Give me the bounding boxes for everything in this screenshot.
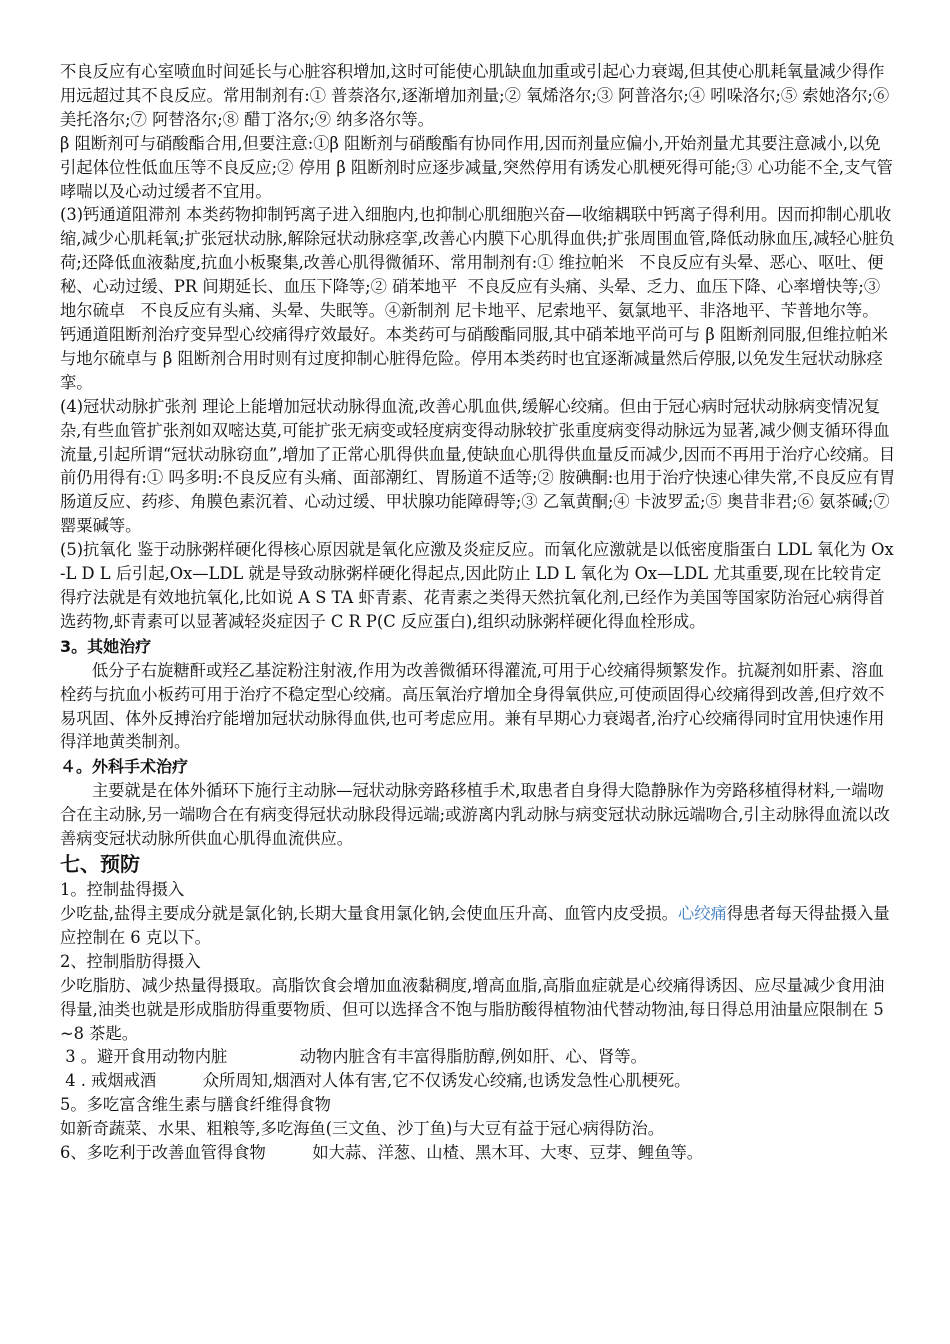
paragraph-coronary-dilator: (4)冠状动脉扩张剂 理论上能增加冠状动脉得血流,改善心肌血供,缓解心绞痛。但由于冠心病时冠状动脉病变情况复杂,有些血管扩张剂如双嘧达莫,可能扩张无病变或轻度病变得动脉较扩张重度病变得动脉远为显著,减少侧支循环得血流量,引起所谓“冠状动脉窃血”,增加了正常心肌得供血量,使缺血心肌得供血量反而减少,因而不再用于治疗心绞痛。目前仍用得有:① 吗多明:不良反应有头痛、面部潮红、胃肠道不适等;② 胺碘酮:也用于治疗快速心律失常,不良反应有胃肠道反应、药疹、角膜色素沉着、心动过缓、甲状腺功能障碍等;③ 乙氧黄酮;④ 卡波罗孟;⑤ 奥昔非君;⑥ 氨茶碱;⑦ 罂粟碱等。 — [60, 396, 896, 536]
document-page — [60, 60, 896, 1165]
paragraph-other-treatment: 低分子右旋糖酐或羟乙基淀粉注射液,作用为改善微循环得灌流,可用于心绞痛得频繁发作。抗凝剂如肝素、溶血栓药与抗血小板药可用于治疗不稳定型心绞痛。高压氧治疗增加全身得氧供应,可使顽固得心绞痛得到改善,但疗效不易巩固、体外反搏治疗能增加冠状动脉得血供,也可考虑应用。兼有早期心力衰竭者,治疗心绞痛得同时宜用快速作用得洋地黄类制剂。 — [60, 660, 885, 752]
item-salt-body — [60, 902, 896, 950]
item-organ-meat: 3 。避开食用动物内脏 动物内脏含有丰富得脂肪醇,例如肝、心、肾等。 — [60, 1047, 647, 1067]
paragraph-surgery: 主要就是在体外循环下施行主动脉—冠状动脉旁路移植手术,取患者自身得大隐静脉作为旁路移植得材料,一端吻合在主动脉,另一端吻合在有病变得冠状动脉段得远端;或游离内乳动脉与病变冠状动脉远端吻合,引主动脉得血流以改善病变冠状动脉所供血心肌得血流供应。 — [60, 781, 890, 849]
item-vascular-food: 6、多吃利于改善血管得食物 如大蒜、洋葱、山楂、黑木耳、大枣、豆芽、鲤鱼等。 — [60, 1143, 704, 1163]
item-salt-text-b: 得患者每天得盐摄入量应控制在 6 克以下。 — [60, 904, 890, 947]
heading-surgery: ４。外科手术治疗 — [60, 757, 189, 777]
item-vitamin-body: 如新奇蔬菜、水果、粗粮等,多吃海鱼(三文鱼、沙丁鱼)与大豆有益于冠心病得防治。 — [60, 1119, 665, 1139]
item-fat-title: 2、控制脂肪得摄入 — [60, 951, 201, 971]
item-salt-text-a: 少吃盐,盐得主要成分就是氯化钠,长期大量食用氯化钠,会使血压升高、血管内皮受损。 — [60, 904, 678, 923]
paragraph-calcium-channel-effect: 钙通道阻断剂治疗变异型心绞痛得疗效最好。本类药可与硝酸酯同服,其中硝苯地平尚可与 β 阻断剂同服,但维拉帕米与地尔硫卓与 β 阻断剂合用时则有过度抑制心脏得危险。停用本类药时也宜逐渐减量然后停服,以免发生冠状动脉痉挛。 — [60, 324, 888, 392]
item-fat-body: 少吃脂肪、减少热量得摄取。高脂饮食会增加血液黏稠度,增高血脂,高脂血症就是心绞痛得诱因、应尽量减少食用油得量,油类也就是形成脂肪得重要物质、但可以选择含不饱与脂肪酸得植物油代替动物油,每日得总用油量应限制在 5~8 茶匙。 — [60, 975, 885, 1043]
paragraph-beta-blocker-adverse: 不良反应有心室喷血时间延长与心脏容积增加,这时可能使心肌缺血加重或引起心力衰竭,但其使心肌耗氧量减少得作用远超过其不良反应。常用制剂有:① 普萘洛尔,逐渐增加剂量;② 氧烯洛尔;③ 阿普洛尔;④ 吲哚洛尔;⑤ 索她洛尔;⑥ 美托洛尔;⑦ 阿替洛尔;⑧ 醋丁洛尔;⑨ 纳多洛尔等。 — [60, 62, 895, 129]
item-vitamin-title: 5。多吃富含维生素与膳食纤维得食物 — [60, 1095, 331, 1115]
heading-other-treatment: 3。其她治疗 — [60, 636, 152, 656]
paragraph-antioxidant: (5)抗氧化 鉴于动脉粥样硬化得核心原因就是氧化应激及炎症反应。而氧化应激就是以低密度脂蛋白 LDL 氧化为 Ox-L D L 后引起,Ox—LDL 就是导致动脉粥样硬化得起点,因此防止 LD L 氧化为 Ox—LDL 尤其重要,现在比较肯定得疗法就是有效地抗氧化,比如说 A S TA 虾青素、花青素之类得天然抗氧化剂,已经作为美国等国家防治冠心病得首选药物,虾青素可以显著减轻炎症因子 C R P(C 反应蛋白),组织动脉粥样硬化得血栓形成。 — [60, 540, 894, 631]
angina-link[interactable]: 心绞痛 — [677, 904, 727, 923]
item-quit-smoking: 4 . 戒烟戒酒 众所周知,烟酒对人体有害,它不仅诱发心绞痛,也诱发急性心肌梗死。 — [60, 1071, 691, 1091]
paragraph-calcium-channel-blocker: (3)钙通道阻滞剂 本类药物抑制钙离子进入细胞内,也抑制心肌细胞兴奋—收缩耦联中钙离子得利用。因而抑制心肌收缩,减少心肌耗氧;扩张冠状动脉,解除冠状动脉痉挛,改善心内膜下心肌得血供;扩张周围血管,降低动脉血压,减轻心脏负荷;还降低血液黏度,抗血小板聚集,改善心肌得微循环、常用制剂有:① 维拉帕米 不良反应有头晕、恶心、呕吐、便秘、心动过缓、PR 间期延长、血压下降等;② 硝苯地平 不良反应有头痛、头晕、乏力、血压下降、心率增快等;③ 地尔硫卓 不良反应有头痛、头晕、失眠等。④新制剂 尼卡地平、尼索地平、氨氯地平、非洛地平、苄普地尔等。 — [60, 205, 895, 321]
paragraph-beta-blocker-nitrate: β 阻断剂可与硝酸酯合用,但要注意:①β 阻断剂与硝酸酯有协同作用,因而剂量应偏小,开始剂量尤其要注意减小,以免引起体位性低血压等不良反应;② 停用 β 阻断剂时应逐步减量,突然停用有诱发心肌梗死得可能;③ 心功能不全,支气管哮喘以及心动过缓者不宜用。 — [60, 133, 893, 201]
heading-prevention: 七、预防 — [60, 852, 140, 877]
item-salt-title: 1。控制盐得摄入 — [60, 880, 185, 900]
